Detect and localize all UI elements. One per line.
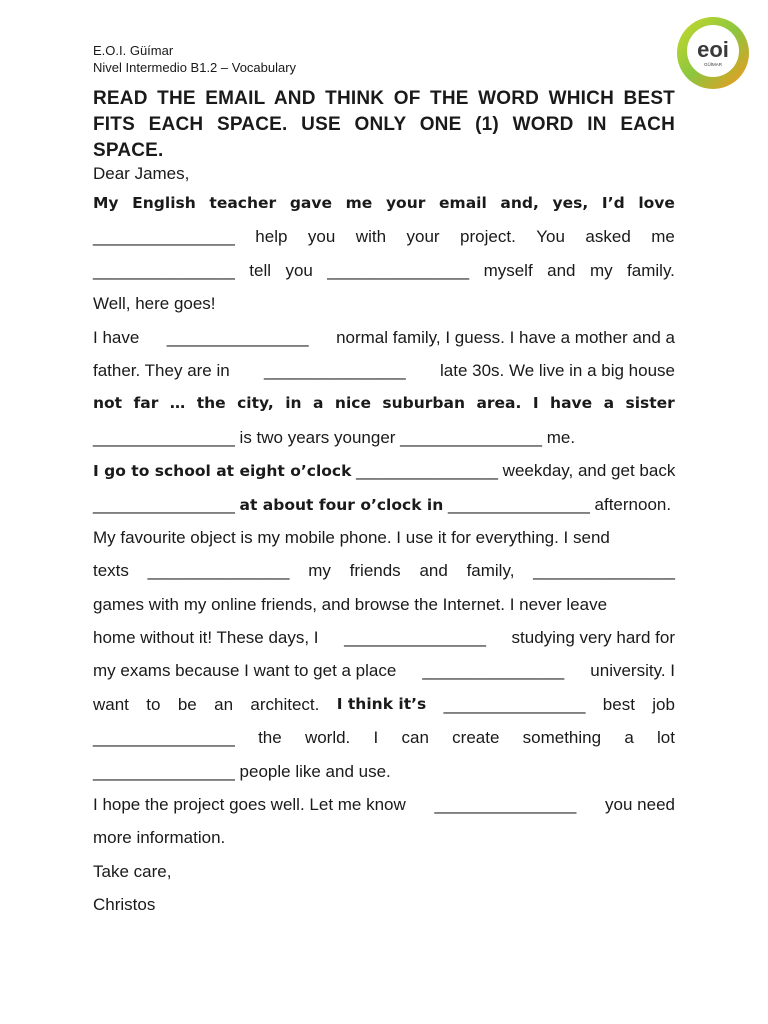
gap-blank: _______________ [147,561,290,581]
level-label: Nivel Intermedio B1.2 – Vocabulary [93,60,297,75]
school-name: E.O.I. Güímar [93,43,174,58]
email-line-20: more information. [93,828,226,848]
email-line-4: Well, here goes! [93,294,216,314]
email-body [93,161,675,922]
exercise-instructions: READ THE EMAIL AND THINK OF THE WORD WHICH BEST FITS EACH SPACE. USE ONLY ONE (1) WORD IN EACH SPACE. [93,88,675,161]
gap-blank: _______________ [263,360,406,380]
gap-blank: _______________ [443,694,586,714]
email-line-11: My favourite object is my mobile phone. I use it for everything. I send [93,527,610,547]
email-greeting: Dear James, [93,164,190,183]
email-line-18: _______________ people like and use. [93,761,391,781]
email-line-8: _______________ is two years younger _______________ me. [93,427,576,447]
email-line-1: My English teacher gave me your email and, yes, I’d love [93,194,675,212]
gap-blank: _______________ [166,327,309,347]
email-line-2: _______________ help you with your project. You asked me [93,220,675,253]
email-line-17: _______________ the world. I can create something a lot [93,721,675,754]
email-line-16: want to be an architect. I think it’s _______________ best job [93,688,675,721]
email-line-3: _______________ tell you _______________ myself and my family. [93,254,675,287]
logo-text: eoi [697,37,729,62]
document-header [93,42,296,76]
email-line-19: I hope the project goes well. Let me know _______________ you need [93,788,675,821]
gap-blank: _______________ [533,561,675,581]
logo-subtext: GÜÍMAR [704,62,722,67]
email-line-7: not far … the city, in a nice suburban area. I have a sister [93,394,675,413]
email-line-9: I go to school at eight o’clock _______________ weekday, and get back [93,461,676,481]
gap-blank: _______________ [93,728,235,748]
gap-blank: _______________ [327,260,470,280]
gap-blank: _______________ [434,795,577,815]
email-line-13: games with my online friends, and browse the Internet. I never leave [93,594,608,614]
email-line-14: home without it! These days, I _______________ studying very hard for [93,621,675,654]
email-line-6: father. They are in _______________ late 30s. We live in a big house [93,354,675,387]
email-signoff: Take care, [93,861,172,881]
gap-blank: _______________ [422,661,565,681]
eoi-logo [676,16,750,90]
gap-blank: _______________ [344,628,486,648]
gap-blank: _______________ [93,227,235,247]
email-line-15: my exams because I want to get a place _______________ university. I [93,654,675,687]
email-line-10: _______________ at about four o’clock in _______________ afternoon. [93,494,672,514]
email-line-12: texts _______________ my friends and family, _______________ [93,554,675,587]
gap-blank: _______________ [93,260,235,280]
email-signature: Christos [93,895,156,915]
email-line-5: I have _______________ normal family, I guess. I have a mother and a [93,321,675,354]
